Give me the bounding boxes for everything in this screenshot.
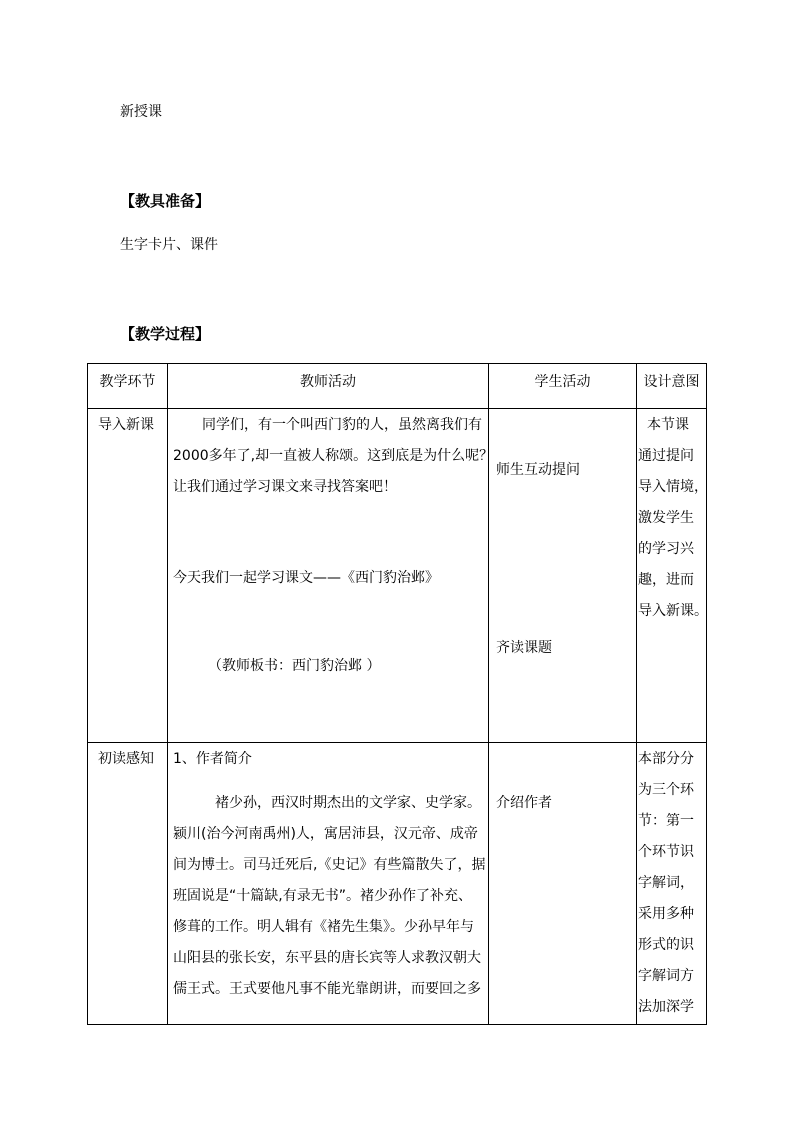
stage-cell: 导入新课 [88,409,168,743]
header-teacher: 教师活动 [168,364,489,409]
table-row [88,409,707,743]
prep-heading: 【教具准备】 [120,192,211,210]
header-stage: 教学环节 [88,364,168,409]
design-intent-cell: 本节课 通过提问 导入情境， 激发学生 的学习兴 趣，进而 导入新课。 [637,409,707,743]
stage-cell: 初读感知 [88,743,168,1025]
design-intent-cell: 本部分分 为三个环 节：第一 个环节识 字解词， 采用多种 形式的识 字解词方 法加深学 [637,743,707,1025]
table-row [88,743,707,1025]
student-activity-cell: 介绍作者 [489,743,637,1025]
teacher-activity-cell: 同学们，有一个叫西门豹的人，虽然离我们有 2000多年了,却一直被人称颂。这到底是为什么呢？ 让我们通过学习课文来寻找答案吧！ 今天我们一起学习课文——《西门豹治邺》 （教师板书：西门豹治邺 ） [168,409,489,743]
table-header-row [88,364,707,409]
lesson-table [87,363,707,1025]
lesson-type: 新授课 [120,104,162,120]
prep-content: 生字卡片、课件 [120,237,218,253]
teacher-activity-cell: 1、作者简介 褚少孙，西汉时期杰出的文学家、史学家。 颍川(治今河南禹州)人，寓居沛县，汉元帝、成帝 间为博士。司马迁死后,《史记》有些篇散失了，据 班固说是“十篇缺,有录无书”。褚少孙作了补充、 修葺的工作。明人辑有《褚先生集》。少孙早年与 山阳县的张长安，东平县的唐长宾等人求教汉朝大 儒王式。王式要他凡事不能光靠朗讲，而要回之多 [168,743,489,1025]
header-intent: 设计意图 [637,364,707,409]
student-activity-cell: 师生互动提问 齐读课题 [489,409,637,743]
process-heading: 【教学过程】 [120,325,211,343]
header-student: 学生活动 [489,364,637,409]
